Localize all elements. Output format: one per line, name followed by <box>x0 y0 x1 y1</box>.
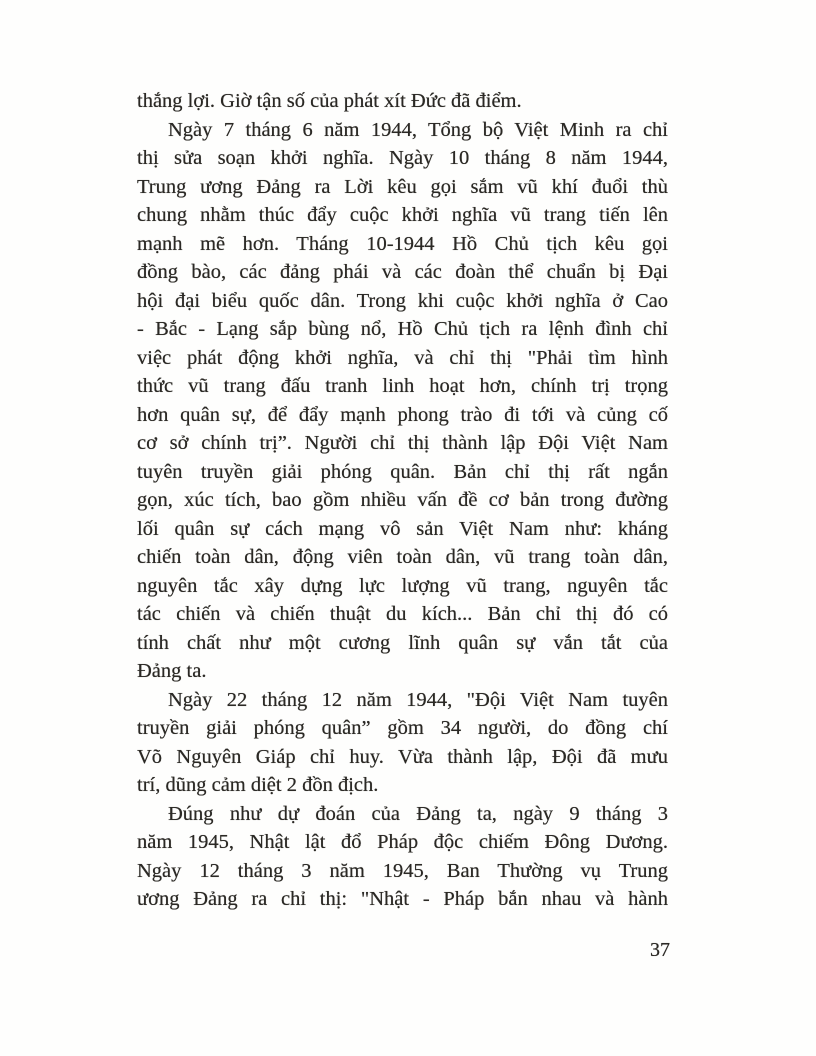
text-line: ương Đảng ra chỉ thị: "Nhật - Pháp bắn nhau và hành <box>137 888 668 910</box>
text-line: Đảng ta. <box>137 660 207 682</box>
text-line: gọn, xúc tích, bao gồm nhiều vấn đề cơ bản trong đường <box>137 489 668 511</box>
text-line: Ngày 7 tháng 6 năm 1944, Tổng bộ Việt Minh ra chỉ <box>168 118 668 141</box>
text-line: thắng lợi. Giờ tận số của phát xít Đức đã điểm. <box>137 90 522 112</box>
text-line: đồng bào, các đảng phái và các đoàn thể chuẩn bị Đại <box>137 261 668 283</box>
text-line: chung nhằm thúc đẩy cuộc khởi nghĩa vũ trang tiến lên <box>137 204 668 226</box>
text-line: năm 1945, Nhật lật đổ Pháp độc chiếm Đông Dương. <box>137 831 668 853</box>
text-line: nguyên tắc xây dựng lực lượng vũ trang, nguyên tắc <box>137 574 668 597</box>
text-line: Ngày 22 tháng 12 năm 1944, "Đội Việt Nam tuyên <box>168 688 668 711</box>
text-line: Đúng như dự đoán của Đảng ta, ngày 9 tháng 3 <box>168 802 668 825</box>
text-line: tuyên truyền giải phóng quân. Bản chỉ thị rất ngắn <box>137 460 668 483</box>
text-line: lối quân sự cách mạng vô sản Việt Nam như: kháng <box>137 517 668 540</box>
text-line: - Bắc - Lạng sắp bùng nổ, Hồ Chủ tịch ra lệnh đình chỉ <box>137 318 668 340</box>
text-line: tính chất như một cương lĩnh quân sự vắn tắt của <box>137 631 668 654</box>
text-line: hơn quân sự, để đẩy mạnh phong trào đi tới và củng cố <box>137 403 668 426</box>
text-line: mạnh mẽ hơn. Tháng 10-1944 Hồ Chủ tịch kêu gọi <box>137 232 668 255</box>
text-line: trí, dũng cảm diệt 2 đồn địch. <box>137 774 379 796</box>
text-line: việc phát động khởi nghĩa, và chỉ thị "Phải tìm hình <box>137 346 668 369</box>
text-line: tác chiến và chiến thuật du kích... Bản chỉ thị đó có <box>137 603 668 625</box>
text-line: thức vũ trang đấu tranh linh hoạt hơn, chính trị trọng <box>137 375 668 397</box>
text-line: Trung ương Đảng ra Lời kêu gọi sắm vũ khí đuổi thù <box>137 175 668 198</box>
text-line: chiến toàn dân, động viên toàn dân, vũ trang toàn dân, <box>137 546 668 568</box>
text-line: hội đại biểu quốc dân. Trong khi cuộc khởi nghĩa ở Cao <box>137 289 668 312</box>
text-line: truyền giải phóng quân” gồm 34 người, do đồng chí <box>137 717 668 739</box>
text-line: Ngày 12 tháng 3 năm 1945, Ban Thường vụ Trung <box>137 859 668 882</box>
page-number: 37 <box>650 939 670 961</box>
text-line: thị sửa soạn khởi nghĩa. Ngày 10 tháng 8 năm 1944, <box>137 147 668 169</box>
text-block <box>137 87 668 914</box>
text-line: cơ sở chính trị”. Người chỉ thị thành lập Đội Việt Nam <box>137 432 668 454</box>
text-line: Võ Nguyên Giáp chỉ huy. Vừa thành lập, Đội đã mưu <box>137 745 668 768</box>
